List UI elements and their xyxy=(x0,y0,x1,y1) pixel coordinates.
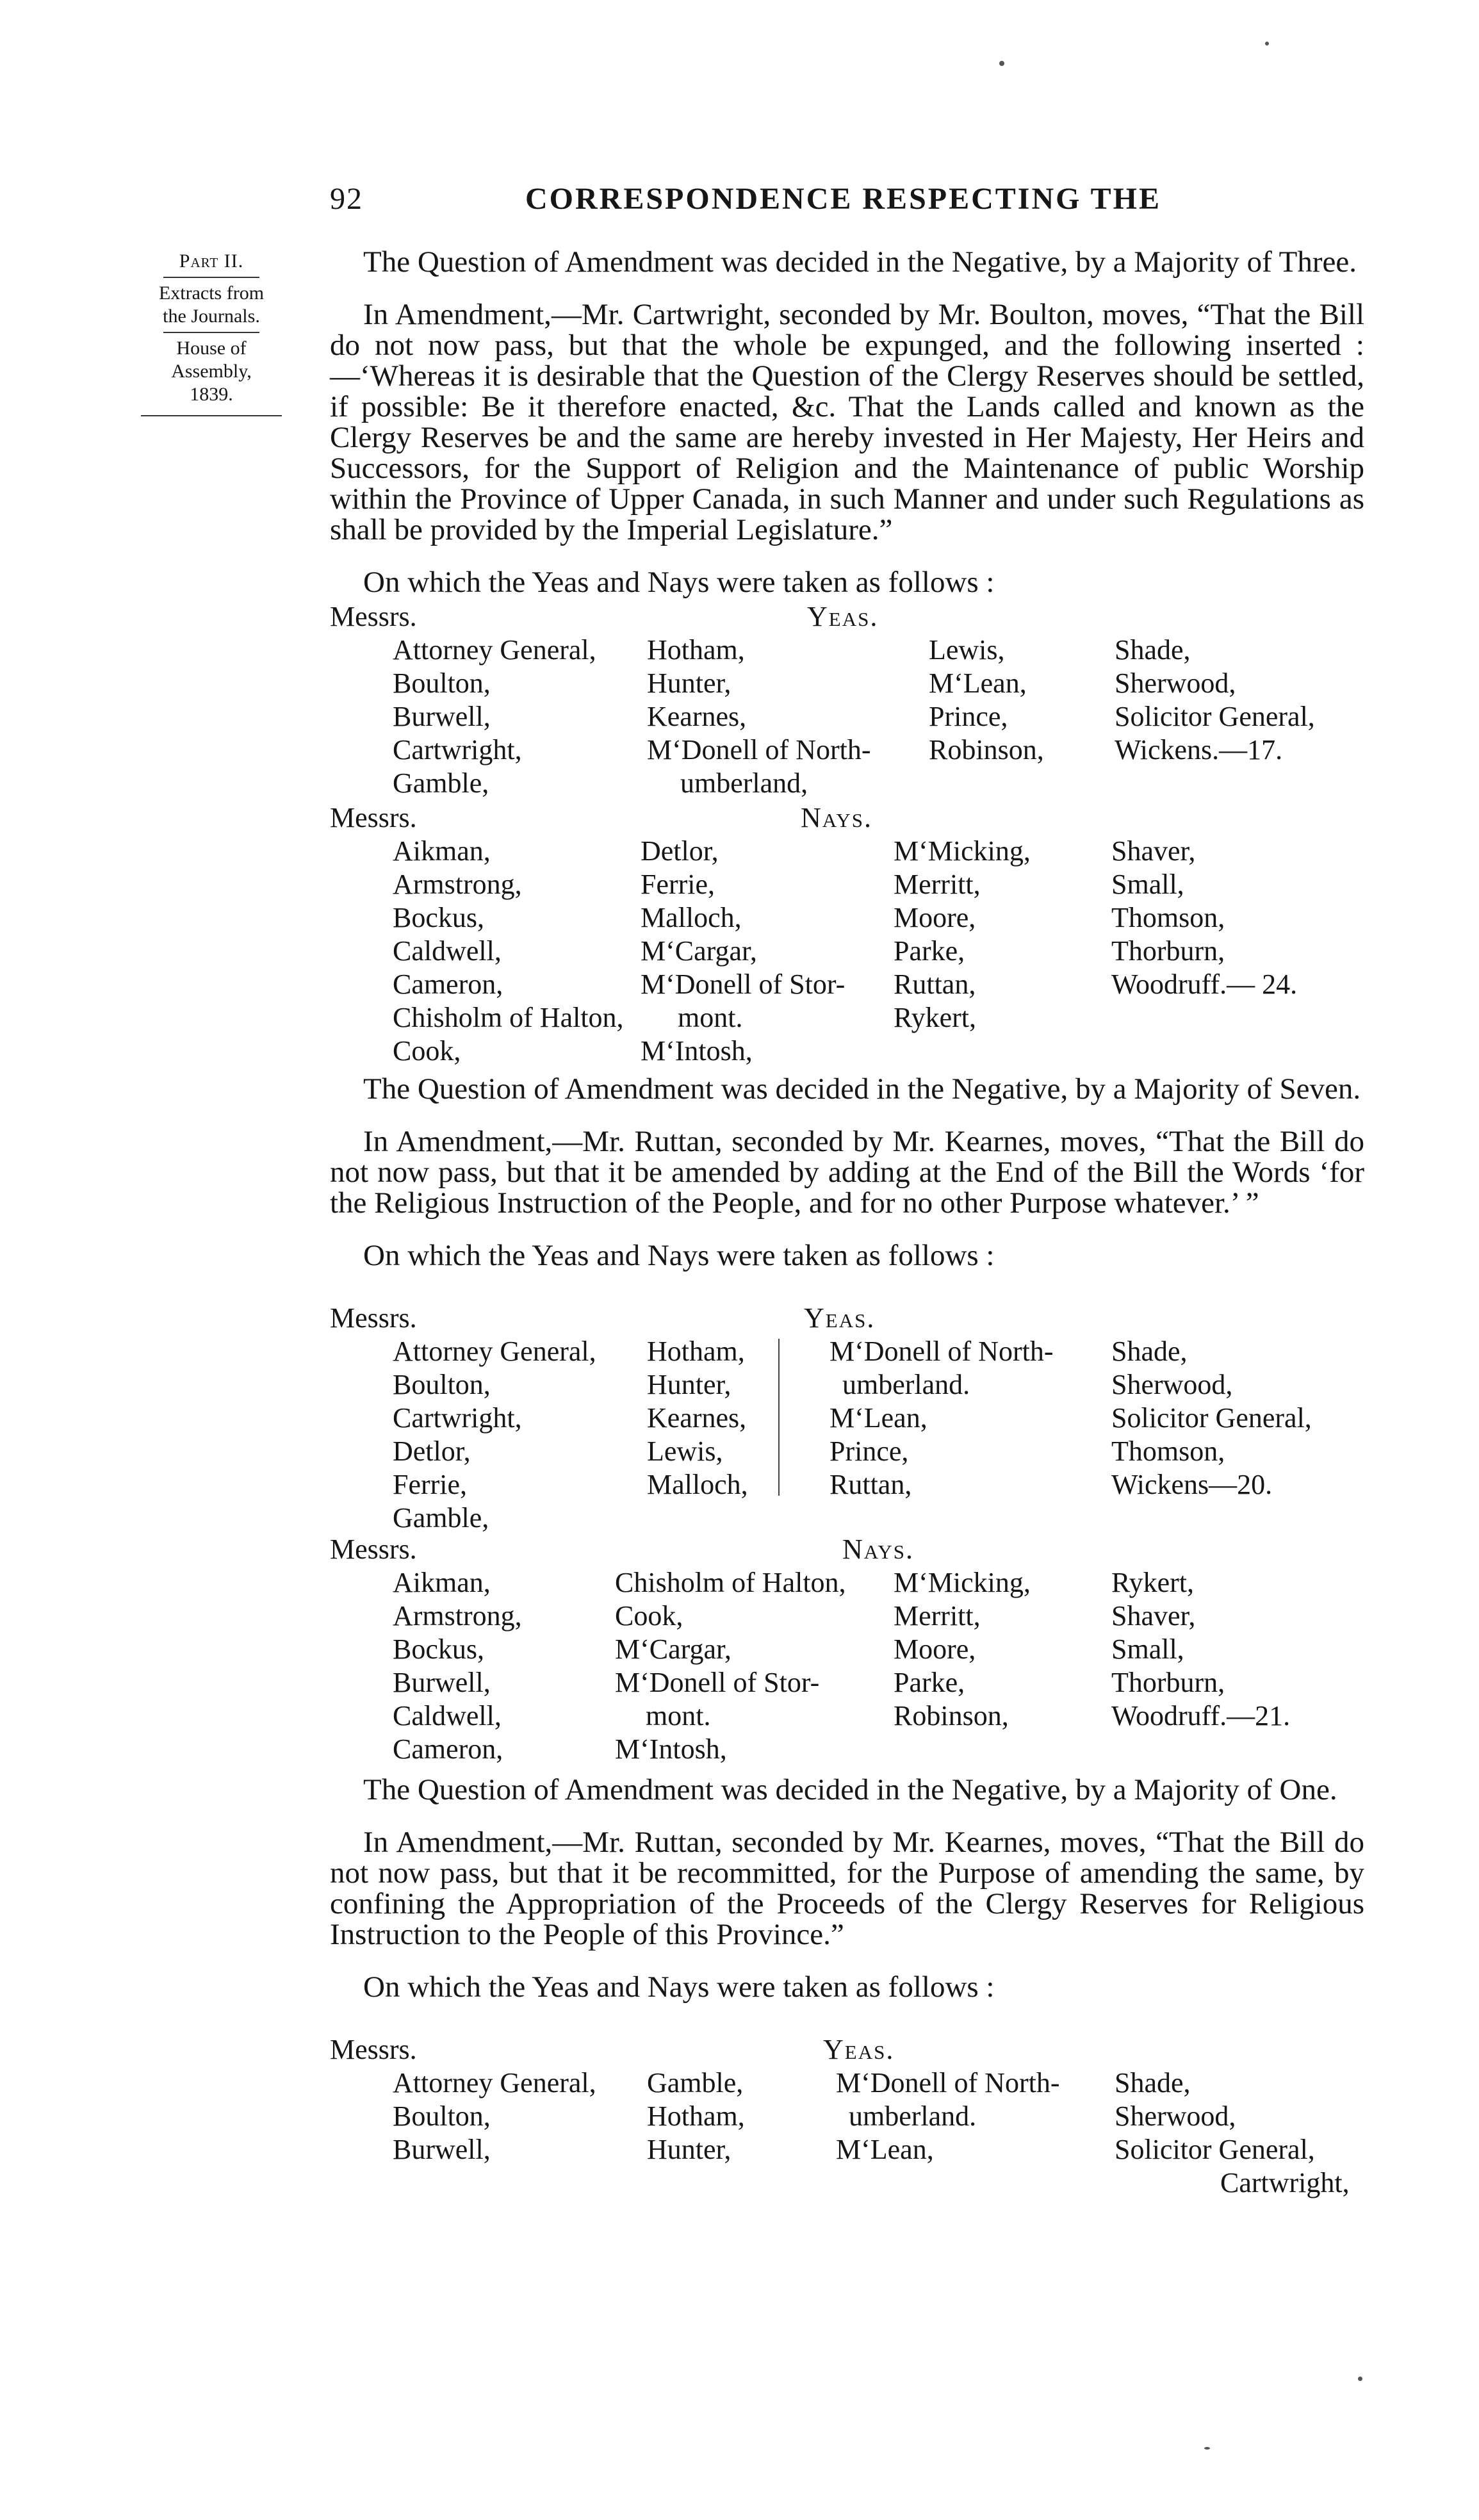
member-name: Hunter, xyxy=(647,667,731,699)
name-column xyxy=(647,634,871,800)
member-name: Aikman, xyxy=(393,1567,491,1598)
member-name: M‘Intosh, xyxy=(615,1733,727,1765)
member-name: Prince, xyxy=(829,1436,909,1467)
paragraph: In Amendment,—Mr. Cartwright, seconded by Mr. Boulton, moves, “That the Bill do not now pass, but that the whole be expunged, and the following inserted :—‘Whereas it is desirable that the Question of the Clergy Reserves should be settled, if possible: Be it therefore enacted, &c. That the Lands called and known as the Clergy Reserves be and the same are hereby invested in Her Majesty, Her Heirs and Successors, for the Support of Religion and the Maintenance of public Worship within the Province of Upper Canada, in such Manner and under such Regulations as shall be provided by the Imperial Legislature.” xyxy=(330,298,1364,546)
page-number: 92 xyxy=(330,182,363,216)
member-name: Burwell, xyxy=(393,2134,491,2165)
name-column xyxy=(615,1566,846,1766)
margin-divider xyxy=(141,415,282,416)
yeas-label: Yeas. xyxy=(807,601,879,632)
member-name: Moore, xyxy=(894,902,976,933)
member-name: Small, xyxy=(1111,869,1184,900)
member-name: Thorburn, xyxy=(1111,1667,1225,1698)
member-name: mont. xyxy=(646,1700,711,1731)
name-column xyxy=(1111,835,1297,1001)
member-name: Hunter, xyxy=(647,2134,731,2165)
messrs-label: Messrs. xyxy=(330,2034,417,2065)
paragraph: On which the Yeas and Nays were taken as follows : xyxy=(363,566,995,599)
member-name: Burwell, xyxy=(393,1667,491,1698)
member-name: umberland, xyxy=(680,767,808,799)
member-name: M‘Cargar, xyxy=(641,935,757,967)
vote-list-yeas xyxy=(330,1302,1364,1534)
name-column xyxy=(1111,1335,1312,1501)
member-name: Caldwell, xyxy=(393,1700,502,1731)
member-name: Solicitor General, xyxy=(1115,2134,1315,2165)
member-name: Hotham, xyxy=(647,634,745,666)
member-name: Ruttan, xyxy=(894,969,976,1000)
margin-divider xyxy=(163,332,259,333)
margin-body-line: House of xyxy=(176,338,247,359)
paragraph: The Question of Amendment was decided in the Negative, by a Majority of Seven. xyxy=(363,1072,1361,1106)
margin-section-line: the Journals. xyxy=(163,306,260,327)
member-name: Thomson, xyxy=(1111,1436,1225,1467)
member-name: Malloch, xyxy=(647,1469,748,1500)
member-name: Armstrong, xyxy=(393,1600,522,1632)
member-name: Parke, xyxy=(894,935,965,967)
scan-speck xyxy=(999,61,1004,66)
member-name: M‘Donell of North- xyxy=(836,2067,1060,2099)
margin-part: Part II. xyxy=(179,250,244,272)
member-name: Cartwright, xyxy=(393,1402,522,1434)
member-name: Lewis, xyxy=(647,1436,723,1467)
name-column xyxy=(393,1335,596,1535)
name-column xyxy=(1111,1566,1290,1733)
document-body xyxy=(330,245,1364,2198)
name-column xyxy=(393,1566,522,1766)
member-name: Cook, xyxy=(615,1600,683,1632)
page-title: CORRESPONDENCE RESPECTING THE xyxy=(525,182,1161,216)
member-name: Thorburn, xyxy=(1111,935,1225,967)
member-name: Kearnes, xyxy=(647,1402,747,1434)
member-name: M‘Micking, xyxy=(894,835,1031,867)
member-name: Bockus, xyxy=(393,902,484,933)
name-column xyxy=(894,835,1031,1035)
member-name: Gamble, xyxy=(393,1502,489,1534)
member-name: Chisholm of Halton, xyxy=(393,1002,624,1033)
name-column xyxy=(829,1335,1054,1501)
member-name: umberland. xyxy=(842,1369,970,1400)
messrs-label: Messrs. xyxy=(330,601,417,632)
nays-label: Nays. xyxy=(842,1534,914,1565)
member-name: Cartwright, xyxy=(393,734,522,765)
member-name: Attorney General, xyxy=(393,1336,596,1367)
member-name: Cook, xyxy=(393,1035,461,1067)
member-name: Armstrong, xyxy=(393,869,522,900)
member-name: Robinson, xyxy=(929,734,1044,765)
running-head xyxy=(330,181,1239,226)
member-name: Boulton, xyxy=(393,667,491,699)
member-name: Ferrie, xyxy=(641,869,715,900)
messrs-label: Messrs. xyxy=(330,1302,417,1334)
member-name: Rykert, xyxy=(894,1002,976,1033)
messrs-label: Messrs. xyxy=(330,1534,417,1565)
member-name: Moore, xyxy=(894,1633,976,1665)
name-column xyxy=(1115,634,1315,767)
name-column xyxy=(894,1566,1031,1733)
paragraph: The Question of Amendment was decided in the Negative, by a Majority of Three. xyxy=(363,245,1357,279)
member-name: Boulton, xyxy=(393,1369,491,1400)
paragraph: On which the Yeas and Nays were taken as follows : xyxy=(363,1239,995,1272)
paragraph: In Amendment,—Mr. Ruttan, seconded by Mr. Kearnes, moves, “That the Bill do not now pass, but that it be recommitted, for the Purpose of amending the same, by confining the Appropriation of the Proceeds of the Clergy Reserves for Religious Instruction to the People of this Province.” xyxy=(330,1826,1364,1951)
paragraph: The Question of Amendment was decided in the Negative, by a Majority of One. xyxy=(363,1773,1337,1806)
member-name: Gamble, xyxy=(393,767,489,799)
member-name: Detlor, xyxy=(393,1436,471,1467)
member-name: M‘Micking, xyxy=(894,1567,1031,1598)
member-name: Burwell, xyxy=(393,701,491,732)
member-name: Hotham, xyxy=(647,1336,745,1367)
member-name: Kearnes, xyxy=(647,701,747,732)
member-name: Hotham, xyxy=(647,2100,745,2132)
paragraph: On which the Yeas and Nays were taken as follows : xyxy=(363,1970,995,2004)
member-name: M‘Lean, xyxy=(836,2134,934,2165)
member-name: Gamble, xyxy=(647,2067,744,2099)
member-name: Cartwright, xyxy=(1220,2167,1350,2198)
scan-speck xyxy=(1265,42,1269,45)
member-name: Woodruff.— 24. xyxy=(1111,969,1298,1000)
name-column xyxy=(1115,2066,1350,2200)
member-name: Malloch, xyxy=(641,902,742,933)
margin-section-line: Extracts from xyxy=(158,282,265,304)
member-name: Robinson, xyxy=(894,1700,1009,1731)
yeas-label: Yeas. xyxy=(823,2034,895,2065)
name-column xyxy=(641,835,845,1068)
member-name: Cameron, xyxy=(393,1733,503,1765)
name-column xyxy=(647,1335,748,1501)
column-divider xyxy=(778,1339,780,1496)
margin-note xyxy=(135,250,288,420)
margin-body-line: 1839. xyxy=(190,384,233,405)
vote-list-nays xyxy=(330,1533,1364,1765)
nays-label: Nays. xyxy=(801,802,872,833)
messrs-label: Messrs. xyxy=(330,802,417,833)
member-name: Ruttan, xyxy=(829,1469,912,1500)
name-column xyxy=(929,634,1044,767)
member-name: Woodruff.—21. xyxy=(1111,1700,1291,1731)
member-name: Cameron, xyxy=(393,969,503,1000)
member-name: Merritt, xyxy=(894,869,981,900)
member-name: Shaver, xyxy=(1111,835,1196,867)
member-name: Detlor, xyxy=(641,835,719,867)
member-name: M‘Donell of Stor- xyxy=(615,1667,820,1698)
margin-body-line: Assembly, xyxy=(171,361,252,382)
member-name: Parke, xyxy=(894,1667,965,1698)
member-name: Bockus, xyxy=(393,1633,484,1665)
member-name: M‘Lean, xyxy=(929,667,1027,699)
margin-divider xyxy=(163,277,259,278)
member-name: Ferrie, xyxy=(393,1469,468,1500)
member-name: Shaver, xyxy=(1111,1600,1196,1632)
member-name: Shade, xyxy=(1115,634,1191,666)
member-name: umberland. xyxy=(849,2100,977,2132)
member-name: M‘Donell of North- xyxy=(829,1336,1054,1367)
member-name: Sherwood, xyxy=(1111,1369,1233,1400)
member-name: Caldwell, xyxy=(393,935,502,967)
scan-speck xyxy=(1358,2377,1362,2381)
member-name: Boulton, xyxy=(393,2100,491,2132)
member-name: Aikman, xyxy=(393,835,491,867)
member-name: Attorney General, xyxy=(393,2067,596,2099)
member-name: Sherwood, xyxy=(1115,667,1236,699)
paragraph: In Amendment,—Mr. Ruttan, seconded by Mr. Kearnes, moves, “That the Bill do not now pass, but that it be amended by adding at the End of the Bill the Words ‘for the Religious Instruction of the People, and for no other Purpose whatever.’ ” xyxy=(330,1125,1364,1220)
member-name: Merritt, xyxy=(894,1600,981,1632)
member-name: Lewis, xyxy=(929,634,1005,666)
member-name: Small, xyxy=(1111,1633,1184,1665)
member-name: M‘Intosh, xyxy=(641,1035,753,1067)
member-name: Prince, xyxy=(929,701,1008,732)
member-name: M‘Donell of North- xyxy=(647,734,871,765)
yeas-label: Yeas. xyxy=(804,1302,876,1334)
scan-speck xyxy=(1204,2447,1210,2450)
name-column xyxy=(393,835,624,1068)
member-name: mont. xyxy=(678,1002,743,1033)
member-name: Chisholm of Halton, xyxy=(615,1567,846,1598)
member-name: Attorney General, xyxy=(393,634,596,666)
vote-list-yeas xyxy=(330,2033,1364,2198)
name-column xyxy=(393,634,596,800)
member-name: Hunter, xyxy=(647,1369,731,1400)
vote-list-yeas xyxy=(330,600,1364,799)
member-name: Sherwood, xyxy=(1115,2100,1236,2132)
member-name: Wickens—20. xyxy=(1111,1469,1273,1500)
member-name: Wickens.—17. xyxy=(1115,734,1283,765)
member-name: Thomson, xyxy=(1111,902,1225,933)
member-name: Shade, xyxy=(1115,2067,1191,2099)
member-name: Solicitor General, xyxy=(1115,701,1315,732)
member-name: M‘Lean, xyxy=(829,1402,927,1434)
member-name: M‘Donell of Stor- xyxy=(641,969,846,1000)
member-name: M‘Cargar, xyxy=(615,1633,731,1665)
member-name: Rykert, xyxy=(1111,1567,1194,1598)
member-name: Solicitor General, xyxy=(1111,1402,1312,1434)
name-column xyxy=(836,2066,1060,2166)
name-column xyxy=(647,2066,745,2166)
name-column xyxy=(393,2066,596,2166)
vote-list-nays xyxy=(330,801,1364,1067)
member-name: Shade, xyxy=(1111,1336,1188,1367)
